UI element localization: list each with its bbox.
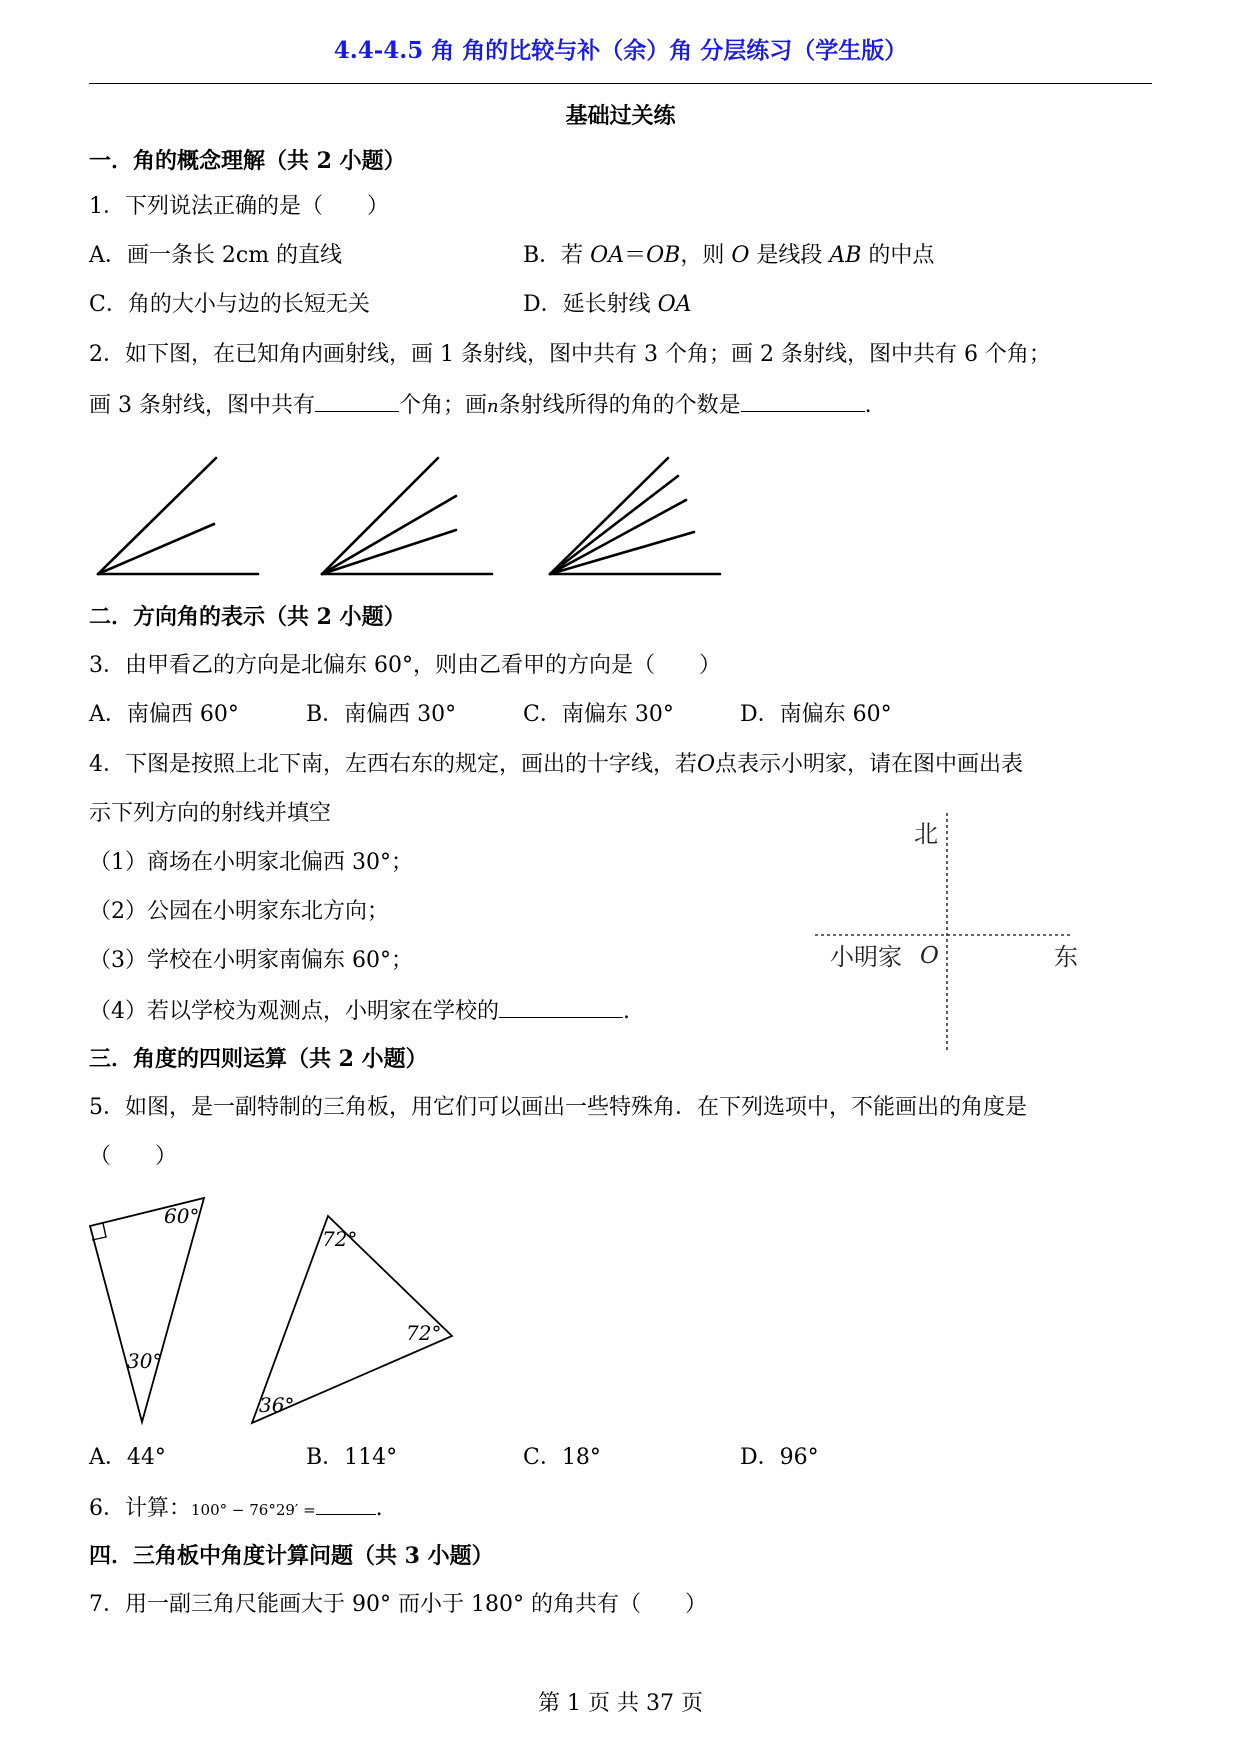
q3-option-b: B．南偏西 30° bbox=[306, 702, 457, 727]
header-divider bbox=[89, 83, 1152, 84]
q4-sub-4: （4）若以学校为观测点，小明家在学校的 . bbox=[89, 995, 630, 1027]
section-title: 基础过关练 bbox=[565, 103, 676, 129]
q2-line1: 2．如下图，在已知角内画射线，画 1 条射线，图中共有 3 个角；画 2 条射线，图中共有 6 个角； bbox=[89, 342, 1051, 367]
q3-option-a: A．南偏西 60° bbox=[89, 702, 239, 727]
q5-line2: （ ） bbox=[89, 1144, 178, 1169]
q1-option-d: D．延长射线 OA bbox=[523, 292, 692, 317]
document-title: 4.4-4.5 角 角的比较与补（余）角 分层练习（学生版） bbox=[333, 37, 908, 64]
q1-stem: 1．下列说法正确的是（ ） bbox=[89, 194, 389, 219]
q5-triangles-figure bbox=[80, 1190, 480, 1440]
q1-option-b: B．若 OA＝OB，则 O 是线段 AB 的中点 bbox=[523, 243, 935, 268]
q1-option-a: A．画一条长 2cm 的直线 bbox=[89, 243, 343, 268]
q5-option-c: C．18° bbox=[523, 1445, 601, 1470]
q2-blank-2[interactable] bbox=[741, 389, 865, 412]
q4-sub-3: （3）学校在小明家南偏东 60°； bbox=[89, 948, 413, 973]
label-72-right: 72° bbox=[406, 1321, 442, 1345]
label-30: 30° bbox=[127, 1349, 163, 1373]
q1-option-c: C．角的大小与边的长短无关 bbox=[89, 292, 370, 317]
q7-stem: 7．用一副三角尺能画大于 90° 而小于 180° 的角共有（ ） bbox=[89, 1592, 707, 1617]
angle-figure-2-rays bbox=[322, 458, 492, 574]
q5-option-b: B．114° bbox=[306, 1445, 398, 1470]
q4-compass-figure bbox=[810, 808, 1090, 1058]
q4-line2: 示下列方向的射线并填空 bbox=[89, 801, 332, 826]
q5-option-d: D．96° bbox=[740, 1445, 819, 1470]
q6-blank[interactable] bbox=[316, 1492, 376, 1515]
q4-sub-2: （2）公园在小明家东北方向； bbox=[89, 899, 389, 924]
origin-label: O bbox=[920, 943, 939, 969]
triangle-30-60-90 bbox=[90, 1198, 204, 1422]
q3-option-c: C．南偏东 30° bbox=[523, 702, 674, 727]
q6-line: 6．计算：100° − 76°29′ = . bbox=[89, 1492, 383, 1525]
q2-line2: 画 3 条射线，图中共有 个角；画n条射线所得的角的个数是 . bbox=[89, 389, 872, 422]
east-label: 东 bbox=[1054, 943, 1078, 971]
q4-blank[interactable] bbox=[499, 995, 623, 1018]
home-label: 小明家 bbox=[830, 943, 902, 971]
q4-line1: 4．下图是按照上北下南，左西右东的规定，画出的十字线，若O点表示小明家，请在图中画出表 bbox=[89, 752, 1024, 777]
label-60: 60° bbox=[164, 1204, 200, 1228]
label-36: 36° bbox=[259, 1393, 295, 1417]
q5-line1: 5．如图，是一副特制的三角板，用它们可以画出一些特殊角．在下列选项中，不能画出的角度是 bbox=[89, 1095, 1028, 1120]
page-footer: 第 1 页 共 37 页 bbox=[538, 1691, 703, 1716]
triangle-72-72-36 bbox=[252, 1216, 452, 1423]
angle-figure-1-ray bbox=[98, 458, 258, 574]
q5-option-a: A．44° bbox=[89, 1445, 166, 1470]
q4-sub-1: （1）商场在小明家北偏西 30°； bbox=[89, 850, 413, 875]
north-label: 北 bbox=[914, 820, 938, 848]
q6-expression: 100° − 76°29′ = bbox=[191, 1501, 316, 1519]
part4-heading: 四．三角板中角度计算问题（共 3 小题） bbox=[89, 1543, 494, 1569]
angle-figure-3-rays bbox=[550, 458, 720, 574]
part2-heading: 二．方向角的表示（共 2 小题） bbox=[89, 604, 406, 630]
part1-heading: 一．角的概念理解（共 2 小题） bbox=[89, 148, 406, 174]
q2-blank-1[interactable] bbox=[315, 389, 399, 412]
q2-angle-figures bbox=[90, 450, 730, 582]
q3-option-d: D．南偏东 60° bbox=[740, 702, 892, 727]
label-72-top: 72° bbox=[322, 1227, 358, 1251]
q3-stem: 3．由甲看乙的方向是北偏东 60°，则由乙看甲的方向是（ ） bbox=[89, 653, 721, 678]
part3-heading: 三．角度的四则运算（共 2 小题） bbox=[89, 1046, 428, 1072]
